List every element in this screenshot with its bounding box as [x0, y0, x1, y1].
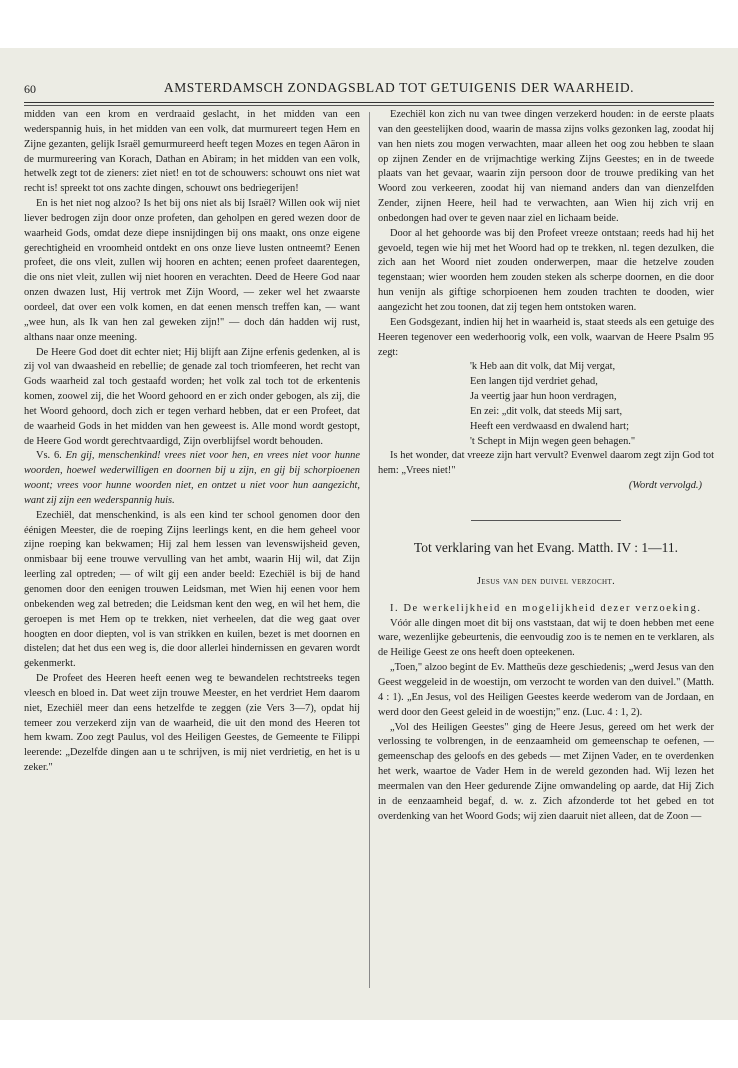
paragraph: midden van een krom en verdraaid geslacht, in het midden van een wederspannig huis, in het midden van een volk, dat murmureert tegen Hem en Zijne gezanten, gelijk Israël gemurmureerd heeft tegen Mozes en tegen Aäron in de murmureering van Korach, Dathan en Abiram; in het midden van een volk, hetwelk zegt tot de zieners: ziet niet! en tot de schouwers: schouwt ons niet wat recht is! spreekt tot ons zachte dingen, schouwt ons bedriegerijen!: [24, 109, 360, 195]
psalm-quote: [378, 360, 714, 449]
poem-line: Heeft een verdwaasd en dwalend hart;: [470, 420, 629, 432]
verse-paragraph: [24, 449, 360, 508]
paragraph: Is het wonder, dat vreeze zijn hart vervult? Evenwel daarom zegt zijn God tot hem: „Vrees niet!": [378, 450, 714, 477]
page-number: 60: [24, 82, 36, 96]
section-rule: [471, 520, 621, 521]
poem-line: Een langen tijd verdriet gehad,: [470, 376, 598, 388]
paragraph: Ezechiël, dat menschenkind, is als een kind ter school genomen door den éénigen Meester, die de roeping Zijns leerlings kent, en die hem geheel voor zijne roeping kan bekwamen; Hij zal hem lessen van levenswijsheid geven, onmisbaar bij eene trouwe vervulling van het ambt, waarin Hij wil, dat Zijn leerling zal optreden; — of wilt gij een ander beeld: Ezechiël is bij de hand genomen door den eenigen trouwen Leidsman, met Wien hij eenen voor hem onbekenden weg zal betreden; die Leidsman kent den weg, en wil het hem, die geroepen is met Hem op te trekken, niet verheelen, dat die weg gaat over hoogten en door diepten, vol is van strikken en kuilen, bezet is met doornen en distelen; dat het dus een weg is, die door allerlei hindernissen en gevaren wordt gekenmerkt.: [24, 509, 360, 670]
article-title: Tot verklaring van het Evang. Matth. IV : 1—11.: [413, 539, 679, 555]
paragraph: Vóór alle dingen moet dit bij ons vaststaan, dat wij te doen hebben met eene ware, wezenlijke gebeurtenis, die eenvoudig zoo is te nemen en te verklaren, als de Heilige Geest ze ons heeft doen opteekenen.: [378, 617, 714, 659]
paragraph: En is het niet nog alzoo? Is het bij ons niet als bij Israël? Willen ook wij niet liever bedrogen zijn door onze profeten, dan geholpen en gered wezen door de waarheid Gods, omdat deze diepe insnijdingen bij ons maakt, ons onze eigene gerechtigheid en vroomheid ontdekt en ons onze lieve lusten ontneemt? Eenen profeet, die ons vleit, zullen wij hooren en achten; eenen profeet daarentegen, die ons niet vleit, zullen wij niet hooren en verachten. Deed de Heere God naar onzen dwazen lust, Hij vertrok met Zijn Woord, — zeker wel het zwaarste oordeel, dat over een volk komen, en dat eenen mensch treffen kan, — want „wee hun, als Ik van hen zal geweken zijn!" — doch dán hadden wij rust, althans naar onze meening.: [24, 198, 360, 343]
paragraph: Ezechiël kon zich nu van twee dingen verzekerd houden: in de eerste plaats van den geestelijken dood, waarin de massa zijns volks gezonken lag, zoodat hij van hen niets zou mogen verwachten, maar alleen het oog zou hebben te slaan op zijnen Zender en de vrijmachtige werking Zijns Geestes; en in de tweede plaats van het gevaar, waarin zijn persoon door de trouwe prediking van het Woord zou verkeeren, zoodat hij van niemand anders dan van dienzelfden Zender, zijnen Heere, heil had te verwachten, aan Wien hij zich vrij en onbedongen had over te geven naar ziel en lichaam beide.: [378, 109, 714, 224]
continued-note: (Wordt vervolgd.): [628, 480, 702, 492]
right-column: [378, 108, 714, 996]
header-rule: [24, 102, 714, 106]
poem-line: En zei: „dit volk, dat steeds Mij sart,: [470, 405, 623, 417]
page-header: [24, 78, 714, 100]
paragraph: „Vol des Heiligen Geestes" ging de Heere Jesus, gereed om het werk der verlossing te volbrengen, in de eenzaamheid om gemeenschap te oefenen, — gemeenschap des geloofs en des gebeds — met Zijnen Vader, en te overdenken het werk, waartoe de Vader Hem in de wereld gezonden had. Wij lezen het meermalen van den Heer gedurende Zijne omwandeling op aarde, dat Hij Zich in de eenzaamheid begaf, d. w. z. Zich afzonderde tot het gebed en tot overdenking van het Woord Gods; wij zien daaruit niet alleen, dat de Zoon —: [378, 721, 714, 822]
left-column: [24, 108, 360, 996]
section-heading: Jesus van den duivel verzocht.: [476, 575, 616, 587]
poem-line: 't Schept in Mijn wegen geen behagen.": [470, 435, 636, 447]
paragraph: Een Godsgezant, indien hij het in waarheid is, staat steeds als een getuige des Heeren tegenover een wederhoorig volk, een volk, waarvan de Heere Psalm 95 zegt:: [378, 316, 714, 358]
paragraph: Door al het gehoorde was bij den Profeet vreeze ontstaan; reeds had hij het gevoeld, tegen wie hij met het Woord had op te trekken, nl. tegen dezulken, die zich aan het Woord niet zouden onderwerpen, maar die hetzelve zouden tegenstaan; wier woorden hem zouden steken als scherpe doornen, en die door hun venijn als giftige schorpioenen hem zouden trachten te dooden, wier aangezicht het zou toonen, dat zij tegen hem ontstoken waren.: [378, 227, 714, 313]
poem-line: 'k Heb aan dit volk, dat Mij vergat,: [470, 361, 616, 373]
verse-reference: Vs. 6.: [36, 450, 62, 462]
column-divider: [369, 112, 370, 988]
poem-line: Ja veertig jaar hun hoon verdragen,: [470, 391, 617, 403]
subheading: I. De werkelijkheid en mogelijkheid dezer verzoeking.: [390, 602, 702, 614]
paragraph: De Profeet des Heeren heeft eenen weg te bewandelen rechtstreeks tegen vleesch en bloed in. Dat weet zijn trouwe Meester, en het verdriet Hem daarom niet, Ezechiël meer dan eens hetzelfde te zeggen (zie Vers 3—7), opdat hij temeer zou verzekerd zijn van de waarheid, die uit den mond des Heeren tot hem kwam. Zoo zegt Paulus, vol des Heiligen Geestes, de Gemeente te Filippi leerende: „Dezelfde dingen aan u te schrijven, is mij niet verdrietig, en het is u zeker.": [24, 673, 360, 774]
paragraph: „Toen," alzoo begint de Ev. Mattheüs deze geschiedenis; „werd Jesus van den Geest weggeleid in de woestijn, om verzocht te worden van den duivel." (Matth. 4 : 1). „En Jesus, vol des Heiligen Geestes keerde wederom van de Jordaan, en werd door den Geest geleid in de woestijn;" enz. (Luc. 4 : 1, 2).: [378, 662, 714, 718]
paragraph: De Heere God doet dit echter niet; Hij blijft aan Zijne erfenis gedenken, al is zij vol van dwaasheid en rebellie; de genade zal toch triomfeeren, het recht van Gods waarheid zal toch gestaafd worden; het volk zal toch tot de erkentenis komen, zoowel zij, die het Woord gehoord en er zich onder gebogen, als zij, die het Woord gehoord, doch zich er tegen verhard hebben, dat er een Profeet, dat de waarheid Gods in het midden van hen geweest is. Alle mond wordt gestopt, de Heere God wordt gerechtvaardigd, Zijn overblijfsel wordt behouden.: [24, 346, 360, 447]
journal-title: AMSTERDAMSCH ZONDAGSBLAD TOT GETUIGENIS DER WAARHEID.: [163, 80, 635, 95]
verse-text: En gij, menschenkind! vrees niet voor hen, en vrees niet voor hunne woorden, hoewel wederwilligen en doornen bij u zijn, en gij bij schorpioenen woont; vrees voor hunne woorden niet, en ontzet u niet voor hun aangezicht, want zij zijn een wederspannig huis.: [24, 450, 360, 506]
